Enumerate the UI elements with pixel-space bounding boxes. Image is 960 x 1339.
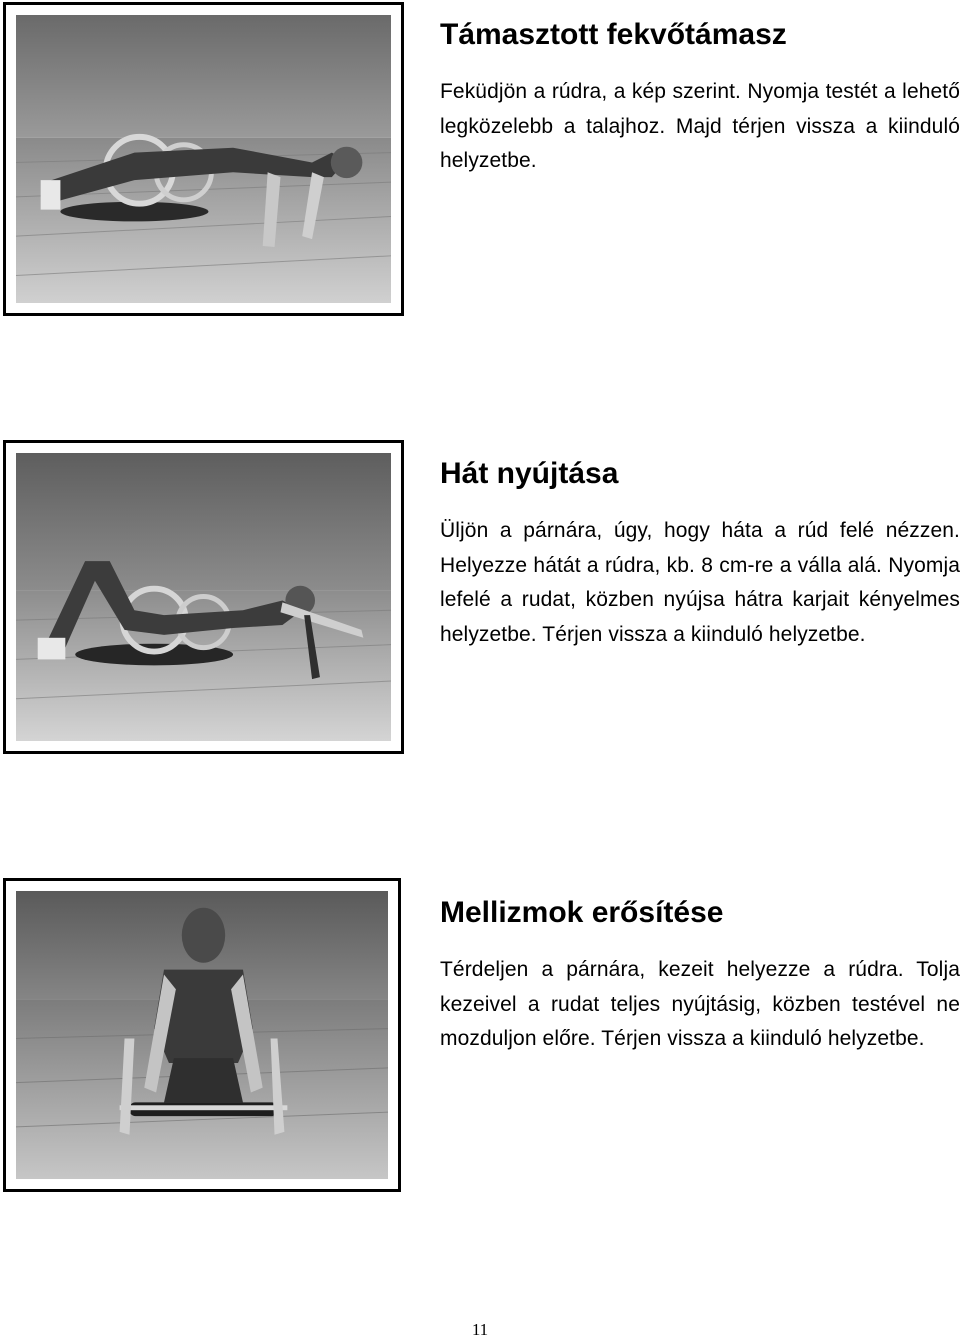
section-title: Támasztott fekvőtámasz [440, 18, 787, 51]
exercise-photo-chest [3, 878, 401, 1192]
photo-pushup-image [16, 15, 391, 303]
section-title: Mellizmok erősítése [440, 896, 724, 929]
section-body: Térdeljen a párnára, kezeit helyezze a rúdra. Tolja kezeivel a rudat teljes nyújtásig, közben testével ne mozduljon előre. Térjen vissza a kiinduló helyzetbe. [440, 958, 960, 1050]
page-number: 11 [471, 1320, 489, 1339]
section-body: Feküdjön a rúdra, a kép szerint. Nyomja testét a lehető legközelebb a talajhoz. Majd térjen vissza a kiinduló helyzetbe. [440, 80, 960, 172]
section-back-stretch [440, 456, 960, 652]
photo-chest-image [16, 891, 388, 1179]
photo-back-stretch-image [16, 453, 391, 741]
section-chest [440, 895, 960, 1057]
section-body: Üljön a párnára, úgy, hogy háta a rúd felé nézzen. Helyezze hátát a rúdra, kb. 8 cm-re a válla alá. Nyomja lefelé a rudat, közben nyújsa hátra karjait kényelmes helyzetbe. Térjen vissza a kiinduló helyzetbe. [440, 519, 960, 646]
section-pushup [440, 17, 960, 179]
exercise-photo-pushup [3, 2, 404, 316]
exercise-photo-back-stretch [3, 440, 404, 754]
section-title: Hát nyújtása [440, 457, 619, 490]
